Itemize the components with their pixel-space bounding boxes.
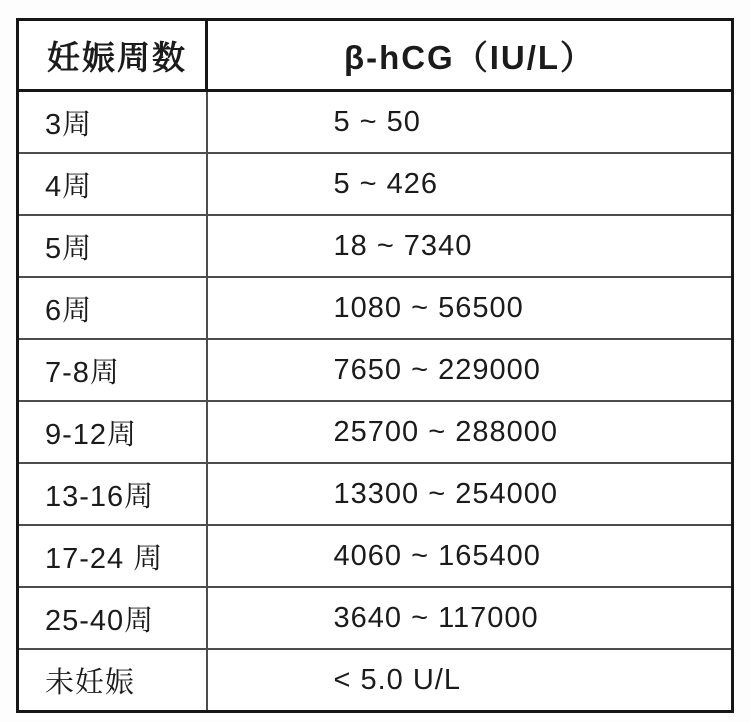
column-header-bhcg: β-hCG（IU/L） [207, 20, 733, 91]
cell-weeks: 25-40周 [18, 587, 207, 649]
hcg-reference-table [16, 18, 734, 713]
table-row [18, 587, 733, 649]
table-row [18, 649, 733, 712]
cell-weeks: 未妊娠 [18, 649, 207, 712]
cell-hcg-range: 7650 ~ 229000 [207, 339, 733, 401]
header-row [18, 20, 733, 91]
cell-weeks: 5周 [18, 215, 207, 277]
table-row [18, 463, 733, 525]
table-row [18, 339, 733, 401]
table-row [18, 277, 733, 339]
cell-hcg-range: 5 ~ 50 [207, 91, 733, 154]
cell-weeks: 9-12周 [18, 401, 207, 463]
cell-weeks: 7-8周 [18, 339, 207, 401]
cell-weeks: 6周 [18, 277, 207, 339]
column-header-weeks: 妊娠周数 [18, 20, 207, 91]
cell-weeks: 4周 [18, 153, 207, 215]
cell-hcg-range: 25700 ~ 288000 [207, 401, 733, 463]
table-row [18, 401, 733, 463]
cell-hcg-range: 4060 ~ 165400 [207, 525, 733, 587]
cell-weeks: 13-16周 [18, 463, 207, 525]
table-row [18, 525, 733, 587]
cell-hcg-range: < 5.0 U/L [207, 649, 733, 712]
cell-weeks: 17-24 周 [18, 525, 207, 587]
cell-weeks: 3周 [18, 91, 207, 154]
cell-hcg-range: 13300 ~ 254000 [207, 463, 733, 525]
cell-hcg-range: 3640 ~ 117000 [207, 587, 733, 649]
table-row [18, 215, 733, 277]
cell-hcg-range: 5 ~ 426 [207, 153, 733, 215]
table-row [18, 91, 733, 154]
cell-hcg-range: 18 ~ 7340 [207, 215, 733, 277]
table-row [18, 153, 733, 215]
cell-hcg-range: 1080 ~ 56500 [207, 277, 733, 339]
